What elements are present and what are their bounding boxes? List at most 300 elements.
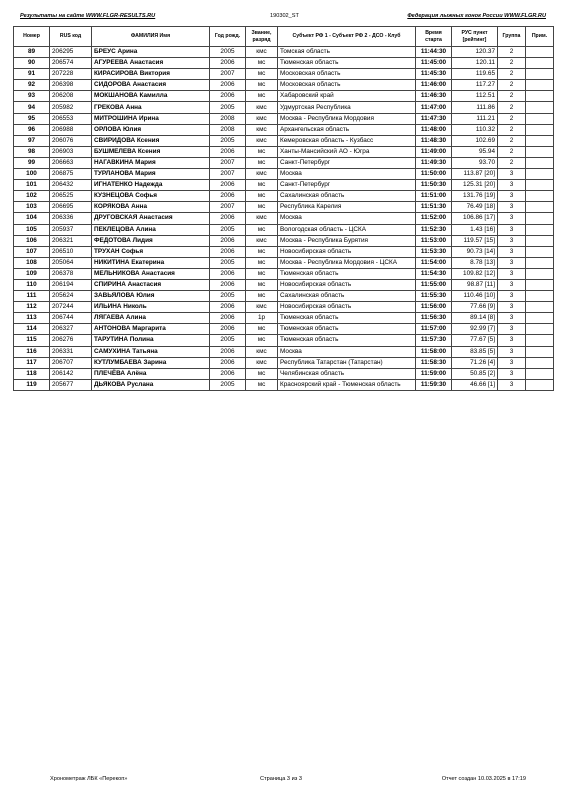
col-name-cell: СВИРИДОВА Ксения xyxy=(92,135,210,146)
col-group-cell: 2 xyxy=(498,80,526,91)
col-number-cell: 115 xyxy=(14,335,50,346)
col-birth-year-cell: 2006 xyxy=(210,324,246,335)
col-rus-code-cell: 206525 xyxy=(50,191,92,202)
col-rus-code-cell: 206988 xyxy=(50,124,92,135)
col-region-cell: Сахалинская область xyxy=(278,291,416,302)
col-notes-cell xyxy=(526,257,554,268)
col-name-cell: АГУРЕЕВА Анастасия xyxy=(92,58,210,69)
col-rank-cell: мс xyxy=(246,146,278,157)
results-site-link[interactable]: Результаты на сайте WWW.FLGR-RESULTS.RU xyxy=(20,13,156,19)
col-rus-code-cell: 206208 xyxy=(50,91,92,102)
col-notes-cell xyxy=(526,368,554,379)
col-rus-code-header: RUS код xyxy=(50,27,92,47)
col-rank-cell: мс xyxy=(246,379,278,390)
col-notes-cell xyxy=(526,213,554,224)
col-rus-code-cell: 207228 xyxy=(50,69,92,80)
col-rank-cell: кмс xyxy=(246,113,278,124)
col-notes-cell xyxy=(526,80,554,91)
col-rank-cell: мс xyxy=(246,180,278,191)
col-group-cell: 3 xyxy=(498,169,526,180)
col-start-time-cell: 11:55:30 xyxy=(416,291,452,302)
table-row xyxy=(14,80,554,91)
col-name-cell: БУШМЕЛЕВА Ксения xyxy=(92,146,210,157)
col-birth-year-cell: 2006 xyxy=(210,191,246,202)
col-number-cell: 94 xyxy=(14,102,50,113)
col-rank-cell: мс xyxy=(246,246,278,257)
col-start-time-cell: 11:50:00 xyxy=(416,169,452,180)
col-start-time-cell: 11:53:30 xyxy=(416,246,452,257)
col-notes-cell xyxy=(526,379,554,390)
table-row xyxy=(14,335,554,346)
col-name-cell: САМУХИНА Татьяна xyxy=(92,346,210,357)
col-rus-code-cell: 205624 xyxy=(50,291,92,302)
table-row xyxy=(14,202,554,213)
col-number-cell: 91 xyxy=(14,69,50,80)
table-row xyxy=(14,291,554,302)
col-rus-points-cell: 120.37 xyxy=(452,47,498,58)
col-rus-points-cell: 125.31 [20] xyxy=(452,180,498,191)
col-number-cell: 98 xyxy=(14,146,50,157)
col-region-cell: Тюменская область xyxy=(278,335,416,346)
col-group-cell: 2 xyxy=(498,69,526,80)
col-number-cell: 101 xyxy=(14,180,50,191)
col-rank-cell: мс xyxy=(246,335,278,346)
table-row xyxy=(14,135,554,146)
col-rank-cell: кмс xyxy=(246,124,278,135)
col-birth-year-cell: 2005 xyxy=(210,135,246,146)
col-start-time-cell: 11:45:30 xyxy=(416,69,452,80)
col-birth-year-cell: 2006 xyxy=(210,180,246,191)
col-rus-points-cell: 102.69 xyxy=(452,135,498,146)
col-birth-year-cell: 2006 xyxy=(210,313,246,324)
col-rus-points-cell: 120.11 xyxy=(452,58,498,69)
col-birth-year-cell: 2007 xyxy=(210,202,246,213)
col-rus-code-cell: 206321 xyxy=(50,235,92,246)
col-start-time-cell: 11:51:00 xyxy=(416,191,452,202)
col-start-time-cell: 11:44:30 xyxy=(416,47,452,58)
col-name-cell: КИРАСИРОВА Виктория xyxy=(92,69,210,80)
col-start-time-cell: 11:57:30 xyxy=(416,335,452,346)
col-number-cell: 96 xyxy=(14,124,50,135)
col-name-cell: БРЕУС Арина xyxy=(92,47,210,58)
col-rus-points-cell: 1.43 [16] xyxy=(452,224,498,235)
col-rus-points-cell: 98.87 [11] xyxy=(452,279,498,290)
protocol-code: 190302_ST xyxy=(270,13,299,19)
table-row xyxy=(14,113,554,124)
col-notes-cell xyxy=(526,47,554,58)
col-birth-year-cell: 2006 xyxy=(210,357,246,368)
col-group-cell: 2 xyxy=(498,47,526,58)
col-name-header: ФАМИЛИЯ Имя xyxy=(92,27,210,47)
col-rus-points-cell: 110.32 xyxy=(452,124,498,135)
col-birth-year-header: Год рожд. xyxy=(210,27,246,47)
col-start-time-cell: 11:46:00 xyxy=(416,80,452,91)
col-rus-code-cell: 206398 xyxy=(50,80,92,91)
col-name-cell: ИГНАТЕНКО Надежда xyxy=(92,180,210,191)
col-number-cell: 105 xyxy=(14,224,50,235)
col-region-cell: Вологодская область - ЦСКА xyxy=(278,224,416,235)
col-rank-cell: кмс xyxy=(246,169,278,180)
col-rus-code-cell: 206707 xyxy=(50,357,92,368)
col-name-cell: ПЛЕЧЁВА Алёна xyxy=(92,368,210,379)
col-number-cell: 114 xyxy=(14,324,50,335)
col-region-cell: Москва xyxy=(278,346,416,357)
col-notes-cell xyxy=(526,224,554,235)
table-row xyxy=(14,279,554,290)
table-row xyxy=(14,357,554,368)
col-rus-code-cell: 206553 xyxy=(50,113,92,124)
col-region-header: Субъект РФ 1 - Субъект РФ 2 - ДСО - Клуб xyxy=(278,27,416,47)
col-rank-cell: мс xyxy=(246,224,278,235)
col-number-cell: 90 xyxy=(14,58,50,69)
table-row xyxy=(14,91,554,102)
col-start-time-cell: 11:50:30 xyxy=(416,180,452,191)
col-rank-cell: 1р xyxy=(246,313,278,324)
col-birth-year-cell: 2006 xyxy=(210,368,246,379)
table-row xyxy=(14,180,554,191)
col-region-cell: Новосибирская область xyxy=(278,246,416,257)
col-group-cell: 3 xyxy=(498,291,526,302)
col-birth-year-cell: 2006 xyxy=(210,246,246,257)
col-rus-points-cell: 112.51 xyxy=(452,91,498,102)
col-notes-cell xyxy=(526,58,554,69)
col-name-cell: ДРУГОВСКАЯ Анастасия xyxy=(92,213,210,224)
col-notes-cell xyxy=(526,246,554,257)
col-number-cell: 104 xyxy=(14,213,50,224)
col-birth-year-cell: 2005 xyxy=(210,291,246,302)
col-group-cell: 2 xyxy=(498,113,526,124)
col-number-cell: 113 xyxy=(14,313,50,324)
col-group-cell: 3 xyxy=(498,379,526,390)
col-birth-year-cell: 2006 xyxy=(210,346,246,357)
col-rank-cell: мс xyxy=(246,202,278,213)
col-notes-cell xyxy=(526,180,554,191)
col-rus-code-cell: 205677 xyxy=(50,379,92,390)
col-number-cell: 92 xyxy=(14,80,50,91)
col-notes-cell xyxy=(526,291,554,302)
col-rus-code-cell: 206875 xyxy=(50,169,92,180)
col-number-cell: 110 xyxy=(14,279,50,290)
col-group-cell: 3 xyxy=(498,302,526,313)
col-start-time-cell: 11:47:00 xyxy=(416,102,452,113)
table-row xyxy=(14,146,554,157)
col-region-cell: Москва - Республика Бурятия xyxy=(278,235,416,246)
col-birth-year-cell: 2007 xyxy=(210,169,246,180)
col-notes-cell xyxy=(526,113,554,124)
col-notes-cell xyxy=(526,191,554,202)
col-number-cell: 112 xyxy=(14,302,50,313)
col-start-time-cell: 11:56:30 xyxy=(416,313,452,324)
table-row xyxy=(14,235,554,246)
col-region-cell: Московская область xyxy=(278,69,416,80)
col-rus-points-cell: 117.27 xyxy=(452,80,498,91)
col-rus-points-cell: 111.86 xyxy=(452,102,498,113)
col-name-cell: ОРЛОВА Юлия xyxy=(92,124,210,135)
col-birth-year-cell: 2005 xyxy=(210,47,246,58)
col-name-cell: АНТОНОВА Маргарита xyxy=(92,324,210,335)
col-group-cell: 3 xyxy=(498,202,526,213)
col-rus-points-cell: 71.26 [4] xyxy=(452,357,498,368)
col-number-cell: 89 xyxy=(14,47,50,58)
col-number-cell: 108 xyxy=(14,257,50,268)
col-rus-points-cell: 83.85 [5] xyxy=(452,346,498,357)
col-region-cell: Архангельская область xyxy=(278,124,416,135)
col-rank-cell: мс xyxy=(246,80,278,91)
table-row xyxy=(14,324,554,335)
col-name-cell: СИДОРОВА Анастасия xyxy=(92,80,210,91)
col-rus-points-cell: 131.76 [19] xyxy=(452,191,498,202)
col-rank-cell: кмс xyxy=(246,102,278,113)
col-notes-cell xyxy=(526,335,554,346)
col-notes-cell xyxy=(526,135,554,146)
col-rank-cell: мс xyxy=(246,257,278,268)
col-rank-cell: мс xyxy=(246,291,278,302)
table-row xyxy=(14,58,554,69)
col-number-cell: 99 xyxy=(14,157,50,168)
col-start-time-cell: 11:52:30 xyxy=(416,224,452,235)
col-birth-year-cell: 2005 xyxy=(210,379,246,390)
col-group-cell: 2 xyxy=(498,157,526,168)
col-rank-cell: кмс xyxy=(246,213,278,224)
col-start-time-cell: 11:58:30 xyxy=(416,357,452,368)
table-row xyxy=(14,224,554,235)
col-name-cell: ЗАВЬЯЛОВА Юлия xyxy=(92,291,210,302)
col-start-time-cell: 11:55:00 xyxy=(416,279,452,290)
federation-site-link[interactable]: Федерация лыжных гонок России WWW.FLGR.RU xyxy=(407,13,546,19)
col-notes-cell xyxy=(526,324,554,335)
col-name-cell: МИТРОШИНА Ирина xyxy=(92,113,210,124)
table-row xyxy=(14,47,554,58)
col-group-cell: 3 xyxy=(498,180,526,191)
col-rus-code-cell: 206663 xyxy=(50,157,92,168)
col-birth-year-cell: 2006 xyxy=(210,302,246,313)
col-number-cell: 95 xyxy=(14,113,50,124)
col-start-time-cell: 11:54:30 xyxy=(416,268,452,279)
col-number-cell: 103 xyxy=(14,202,50,213)
col-region-cell: Москва xyxy=(278,169,416,180)
col-notes-cell xyxy=(526,235,554,246)
col-rus-code-cell: 206574 xyxy=(50,58,92,69)
col-rank-cell: мс xyxy=(246,191,278,202)
col-notes-cell xyxy=(526,302,554,313)
col-rus-points-cell: 76.49 [18] xyxy=(452,202,498,213)
col-rank-cell: кмс xyxy=(246,346,278,357)
table-row xyxy=(14,191,554,202)
table-row xyxy=(14,102,554,113)
col-rus-points-cell: 77.67 [5] xyxy=(452,335,498,346)
col-region-cell: Московская область xyxy=(278,80,416,91)
col-group-cell: 3 xyxy=(498,235,526,246)
col-notes-cell xyxy=(526,346,554,357)
col-region-cell: Томская область xyxy=(278,47,416,58)
col-group-cell: 2 xyxy=(498,124,526,135)
col-region-cell: Республика Татарстан (Татарстан) xyxy=(278,357,416,368)
col-start-time-cell: 11:47:30 xyxy=(416,113,452,124)
table-row xyxy=(14,169,554,180)
col-rus-points-cell: 110.46 [10] xyxy=(452,291,498,302)
col-rus-points-cell: 111.21 xyxy=(452,113,498,124)
table-row xyxy=(14,157,554,168)
col-rus-code-cell: 206327 xyxy=(50,324,92,335)
col-group-cell: 3 xyxy=(498,313,526,324)
col-rank-cell: мс xyxy=(246,58,278,69)
col-start-time-cell: 11:59:00 xyxy=(416,368,452,379)
col-start-time-cell: 11:59:30 xyxy=(416,379,452,390)
col-rank-cell: мс xyxy=(246,91,278,102)
col-group-cell: 2 xyxy=(498,135,526,146)
col-notes-cell xyxy=(526,146,554,157)
col-rank-cell: кмс xyxy=(246,357,278,368)
table-row xyxy=(14,246,554,257)
col-rus-points-cell: 90.73 [14] xyxy=(452,246,498,257)
col-start-time-cell: 11:56:00 xyxy=(416,302,452,313)
col-notes-cell xyxy=(526,169,554,180)
col-rus-points-cell: 113.87 [20] xyxy=(452,169,498,180)
table-row xyxy=(14,379,554,390)
col-birth-year-cell: 2006 xyxy=(210,235,246,246)
table-row xyxy=(14,257,554,268)
table-row xyxy=(14,69,554,80)
col-rus-code-cell: 206194 xyxy=(50,279,92,290)
col-rus-points-cell: 119.65 xyxy=(452,69,498,80)
col-birth-year-cell: 2006 xyxy=(210,58,246,69)
col-group-cell: 3 xyxy=(498,324,526,335)
col-birth-year-cell: 2005 xyxy=(210,102,246,113)
col-rus-points-cell: 95.94 xyxy=(452,146,498,157)
col-number-cell: 102 xyxy=(14,191,50,202)
col-rus-code-cell: 207244 xyxy=(50,302,92,313)
col-rank-cell: мс xyxy=(246,279,278,290)
col-notes-cell xyxy=(526,102,554,113)
col-rus-points-cell: 119.57 [15] xyxy=(452,235,498,246)
col-group-header: Группа xyxy=(498,27,526,47)
col-rus-points-cell: 106.86 [17] xyxy=(452,213,498,224)
col-start-time-cell: 11:58:00 xyxy=(416,346,452,357)
col-number-cell: 119 xyxy=(14,379,50,390)
col-notes-cell xyxy=(526,202,554,213)
col-name-cell: КУТЛУМБАЕВА Зарина xyxy=(92,357,210,368)
col-birth-year-cell: 2005 xyxy=(210,335,246,346)
col-rus-points-cell: 8.78 [13] xyxy=(452,257,498,268)
col-birth-year-cell: 2006 xyxy=(210,279,246,290)
col-region-cell: Новосибирская область xyxy=(278,302,416,313)
col-start-time-cell: 11:57:00 xyxy=(416,324,452,335)
col-rus-code-cell: 206903 xyxy=(50,146,92,157)
col-start-time-cell: 11:49:30 xyxy=(416,157,452,168)
col-rus-points-cell: 77.66 [9] xyxy=(452,302,498,313)
col-rus-points-cell: 89.14 [8] xyxy=(452,313,498,324)
col-rus-points-cell: 92.99 [7] xyxy=(452,324,498,335)
col-region-cell: Санкт-Петербург xyxy=(278,157,416,168)
col-start-time-cell: 11:53:00 xyxy=(416,235,452,246)
col-notes-cell xyxy=(526,69,554,80)
col-rank-cell: мс xyxy=(246,157,278,168)
col-rus-points-cell: 50.85 [2] xyxy=(452,368,498,379)
col-name-cell: ДЬЯКОВА Руслана xyxy=(92,379,210,390)
page-header xyxy=(20,13,546,23)
col-number-cell: 116 xyxy=(14,346,50,357)
col-rus-code-cell: 206076 xyxy=(50,135,92,146)
col-group-cell: 2 xyxy=(498,102,526,113)
col-group-cell: 3 xyxy=(498,257,526,268)
col-rus-code-cell: 205064 xyxy=(50,257,92,268)
page-number: Страница 3 из 3 xyxy=(260,776,302,782)
col-number-cell: 107 xyxy=(14,246,50,257)
col-name-cell: ТУРЛАНОВА Мария xyxy=(92,169,210,180)
col-region-cell: Тюменская область xyxy=(278,268,416,279)
col-notes-cell xyxy=(526,91,554,102)
col-group-cell: 3 xyxy=(498,224,526,235)
table-row xyxy=(14,302,554,313)
col-notes-cell xyxy=(526,279,554,290)
col-region-cell: Ханты-Мансийский АО - Югра xyxy=(278,146,416,157)
col-name-cell: КОРЯКОВА Анна xyxy=(92,202,210,213)
col-number-cell: 118 xyxy=(14,368,50,379)
col-rank-cell: мс xyxy=(246,69,278,80)
col-group-cell: 3 xyxy=(498,246,526,257)
col-number-cell: 111 xyxy=(14,291,50,302)
col-region-cell: Челябинская область xyxy=(278,368,416,379)
col-rank-cell: мс xyxy=(246,268,278,279)
col-birth-year-cell: 2006 xyxy=(210,80,246,91)
col-rank-cell: мс xyxy=(246,368,278,379)
col-birth-year-cell: 2006 xyxy=(210,268,246,279)
col-rus-code-cell: 206331 xyxy=(50,346,92,357)
table-row xyxy=(14,213,554,224)
col-rus-points-cell: 46.66 [1] xyxy=(452,379,498,390)
col-region-cell: Москва xyxy=(278,213,416,224)
col-start-time-cell: 11:48:00 xyxy=(416,124,452,135)
col-name-cell: ГРЕКОВА Анна xyxy=(92,102,210,113)
col-region-cell: Красноярский край - Тюменская область xyxy=(278,379,416,390)
col-name-cell: ТРУХАН Софья xyxy=(92,246,210,257)
col-start-time-cell: 11:49:00 xyxy=(416,146,452,157)
col-group-cell: 3 xyxy=(498,368,526,379)
col-start-time-cell: 11:48:30 xyxy=(416,135,452,146)
col-region-cell: Кемеровская область - Кузбасс xyxy=(278,135,416,146)
table-row xyxy=(14,313,554,324)
timing-credit: Хронометраж ЛБК «Перекоп» xyxy=(50,776,128,782)
col-birth-year-cell: 2005 xyxy=(210,224,246,235)
col-name-cell: НАГАВКИНА Мария xyxy=(92,157,210,168)
col-region-cell: Сахалинская область xyxy=(278,191,416,202)
col-name-cell: КУЗНЕЦОВА Софья xyxy=(92,191,210,202)
col-rus-code-cell: 206695 xyxy=(50,202,92,213)
table-header-row xyxy=(14,27,554,47)
col-notes-cell xyxy=(526,357,554,368)
col-rank-cell: кмс xyxy=(246,302,278,313)
col-number-cell: 93 xyxy=(14,91,50,102)
col-group-cell: 3 xyxy=(498,191,526,202)
col-number-cell: 100 xyxy=(14,169,50,180)
col-number-header: Номер xyxy=(14,27,50,47)
table-body xyxy=(14,47,554,391)
col-start-time-cell: 11:52:00 xyxy=(416,213,452,224)
col-rus-points-cell: 109.82 [12] xyxy=(452,268,498,279)
col-name-cell: НИКИТИНА Екатерина xyxy=(92,257,210,268)
col-notes-cell xyxy=(526,124,554,135)
col-rus-code-cell: 205937 xyxy=(50,224,92,235)
col-start-time-cell: 11:54:00 xyxy=(416,257,452,268)
col-notes-cell xyxy=(526,157,554,168)
col-birth-year-cell: 2008 xyxy=(210,124,246,135)
col-number-cell: 106 xyxy=(14,235,50,246)
table-row xyxy=(14,346,554,357)
col-group-cell: 3 xyxy=(498,279,526,290)
col-rus-code-cell: 206510 xyxy=(50,246,92,257)
col-region-cell: Москва - Республика Мордовия xyxy=(278,113,416,124)
col-rus-code-cell: 206744 xyxy=(50,313,92,324)
